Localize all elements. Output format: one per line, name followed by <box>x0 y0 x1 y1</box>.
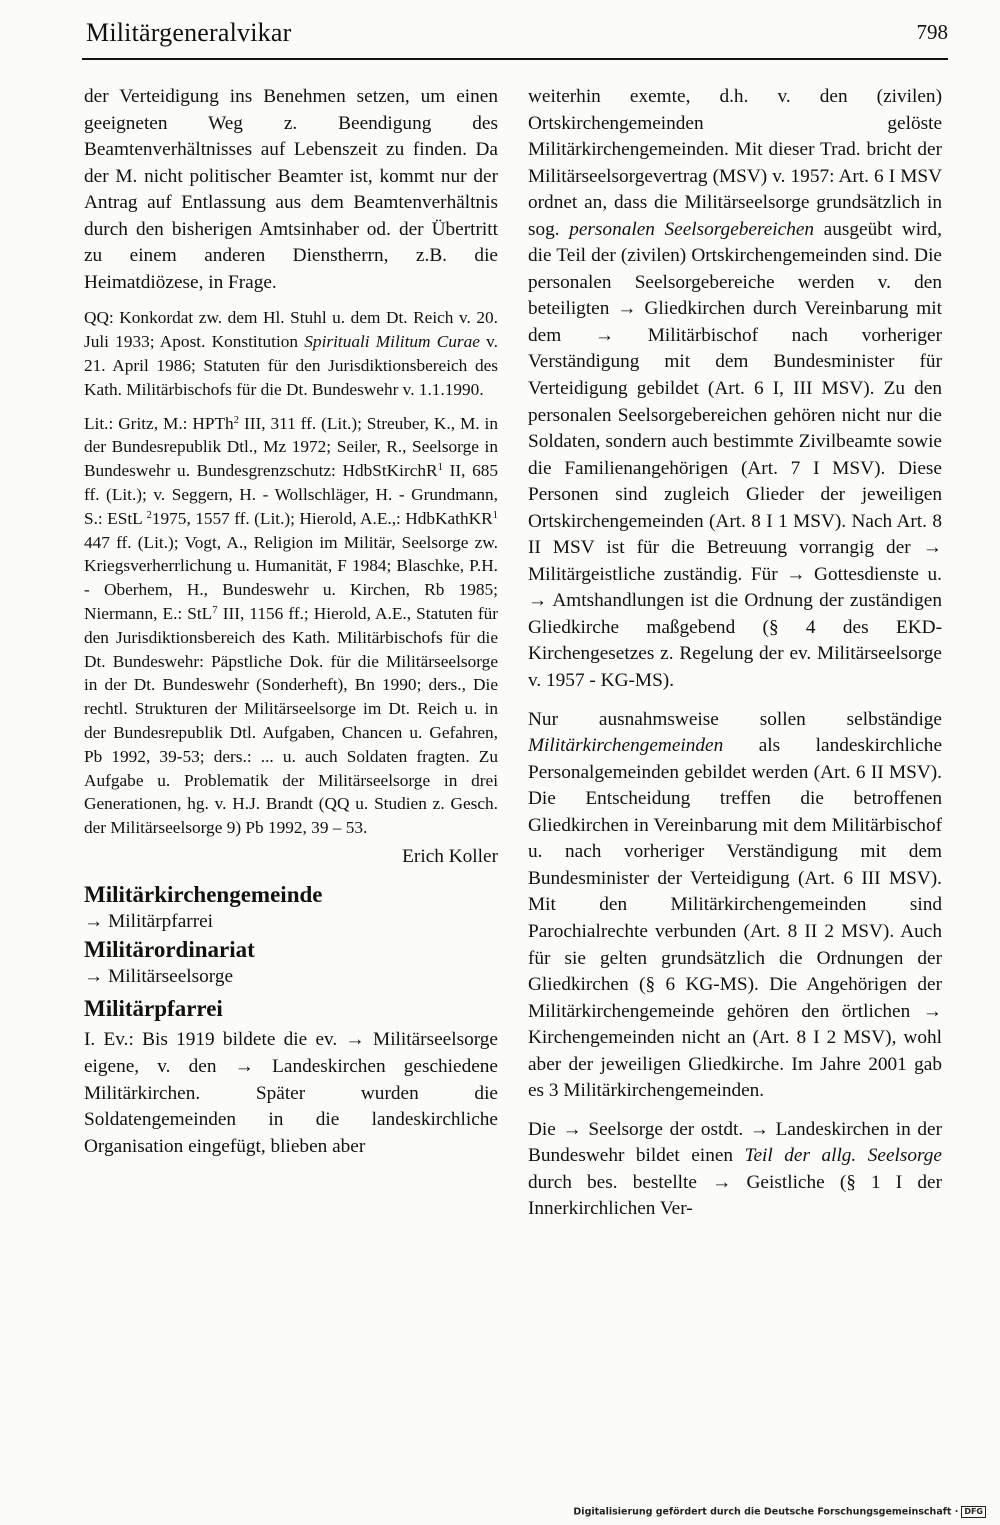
author-signature: Erich Koller <box>402 845 498 867</box>
running-header <box>82 18 948 60</box>
italic-term: personalen Seelsorgebereichen <box>569 218 815 240</box>
right-column <box>528 84 942 1223</box>
entry-title: Militärpfarrei <box>84 996 223 1022</box>
italic-term: Teil der allg. Seelsorge <box>744 1145 942 1167</box>
lit-text: Lit.: Gritz, M.: HPTh <box>84 413 234 433</box>
paragraph-text: weiterhin exemte, d.h. v. den (zivilen) Ortskirchengemeinden gelöste Militärkirchengemeinden. Mit dieser Trad. bricht der Militärseelsorgevertrag (MSV) v. 1957: Art. 6 I MSV ordnet an, dass die Militärseelsorge grundsätzlich in sog. <box>528 86 942 240</box>
lit-text: III, 311 ff. (Lit.); Streuber, K., M. in der Bundesrepublik Dtl., Mz 1972; Seiler, R., Seelsorge in Bundeswehr u. Bundesgrenzschutz: HdbStKirchR <box>84 413 498 481</box>
paragraph <box>528 84 942 695</box>
paragraph <box>528 1117 942 1223</box>
sources-paragraph <box>84 306 498 401</box>
lit-text: II, 685 ff. (Lit.); v. Seggern, H. - Wollschläger, H. - Grundmann, S.: EStL <box>84 461 498 528</box>
entry-title: Militärkirchengemeinde <box>84 882 323 908</box>
paragraph-text: durch bes. bestellte → Geistliche (§ 1 I der Innerkirchlichen Ver- <box>528 1171 942 1220</box>
cross-reference: → Militärseelsorge <box>84 966 234 988</box>
paragraph-text: Die → Seelsorge der ostdt. → Landeskirchen in der Bundeswehr bildet einen <box>528 1118 942 1167</box>
sources-rest: v. 21. April 1986; Statuten für den Jurisdiktionsbereich des Kath. Militärbischofs für die Dt. Bundeswehr v. 1.1.1990. <box>84 332 498 399</box>
digitization-credit <box>573 1506 986 1518</box>
paragraph-text: ausgeübt wird, die Teil der (zivilen) Ortskirchengemeinden sind. Die personalen Seelsorgebereiche werden v. den beteiligten → Gliedkirchen durch Vereinbarung mit dem → Militärbischof nach vorheriger Verständigung mit dem Bundesminister für Verteidigung gebildet (Art. 6 I, III MSV). Zu den personalen Seelsorgebereichen gehören nicht nur die Soldaten, sondern auch bestimmte Zivilbeamte sowie die Familienangehörigen (Art. 7 I MSV). Diese Personen sind zugleich Glieder der jeweiligen Ortskirchengemeinden (Art. 8 I 1 MSV). Nach Art. 8 II MSV ist für die Betreuung vorrangig der → Militärgeistliche zuständig. Für → Gottesdienste u. → Amtshandlungen ist die Ordnung der zuständigen Gliedkirche maßgebend (§ 4 des EKD-Kirchengesetzes z. Regelung der ev. Militärseelsorge v. 1957 - KG-MS). <box>528 218 942 692</box>
sources-title: Spirituali Militum Curae <box>304 332 480 352</box>
lit-superscript: 7 <box>212 604 218 617</box>
lit-text: III, 1156 ff.; Hierold, A.E., Statuten für den Jurisdiktionsbereich des Kath. Militärbischofs für die Dt. Bundeswehr: Päpstliche Dok. für die Militärseelsorge in der Dt. Bundeswehr (Sonderheft), Bn 1990; ders., Die rechtl. Strukturen der Militärseelsorge im Dt. Reich u. in der Bundesrepublik Dtl. Aufgaben, Chancen u. Gefahren, Pb 1992, 39-53; ders.: ... u. auch Soldaten fragten. Zu Aufgabe u. Problematik der Militärseelsorge in drei Generationen, hg. v. H.J. Brandt (QQ u. Studien z. Gesch. der Militärseelsorge 9) Pb 1992, 39 – 53. <box>84 603 498 838</box>
cross-reference: → Militärpfarrei <box>84 911 214 933</box>
paragraph: I. Ev.: Bis 1919 bildete die ev. → Militärseelsorge eigene, v. den → Landeskirchen geschiedene Militärkirchen. Später wurden die Soldatengemeinden in die landeskirchliche Organisation eingefügt, blieben aber <box>84 1029 498 1157</box>
left-column <box>84 84 498 1160</box>
lit-text: 447 ff. (Lit.); Vogt, A., Religion im Militär, Seelsorge zw. Kriegsverherrlichung u. Humanität, F 1984; Blaschke, P.H. - Oberhem, H., Bundeswehr u. Kirchen, Rb 1985; Niermann, E.: StL <box>84 532 498 623</box>
lit-text: 1975, 1557 ff. (Lit.); Hierold, A.E.,: HdbKathKR <box>151 508 493 528</box>
sources-lead: QQ: Konkordat zw. dem Hl. Stuhl u. dem Dt. Reich v. 20. Juli 1933; Apost. Konstitution <box>84 308 498 352</box>
paragraph-text: Nur ausnahmsweise sollen selbständige <box>528 708 942 730</box>
lit-superscript: 2 <box>233 413 240 426</box>
credit-text: Digitalisierung gefördert durch die Deutsche Forschungsgemeinschaft · <box>573 1506 959 1518</box>
italic-term: Militärkirchengemeinden <box>528 735 724 757</box>
lit-superscript: 1 <box>437 461 443 474</box>
literature-paragraph <box>84 412 498 840</box>
lit-superscript: 1 <box>492 508 498 521</box>
paragraph: der Verteidigung ins Benehmen setzen, um einen geeigneten Weg z. Beendigung des Beamtenverhältnisses auf Lebenszeit zu finden. Da der M. nicht politischer Beamter ist, kommt nur der Antrag auf Entlassung aus dem Beamtenverhältnis durch den bisherigen Amtsinhaber od. der Übertritt zu einem anderen Dienstherrn, z.B. die Heimatdiözese, in Frage. <box>84 86 498 293</box>
dfg-logo: DFG <box>961 1506 986 1518</box>
lit-superscript: 2 <box>146 508 152 521</box>
paragraph <box>528 707 942 1105</box>
entry-title: Militärordinariat <box>84 937 255 963</box>
running-title: Militärgeneralvikar <box>86 18 292 47</box>
page-number: 798 <box>916 20 948 44</box>
paragraph-text: als landeskirchliche Personalgemeinden gebildet werden (Art. 6 II MSV). Die Entscheidung treffen die betroffenen Gliedkirchen in Vereinbarung mit dem Militärbischof u. nach vorheriger Verständigung mit dem Bundesminister der Verteidigung (Art. 6 III MSV). Mit den Militärkirchengemeinden sind Parochialrechte verbunden (Art. 8 II 2 MSV). Auch für sie gelten grundsätzlich die Ordnungen der Gliedkirchen (§ 6 KG-MS). Die Angehörigen der Militärkirchengemeinde gehören den örtlichen → Kirchengemeinden nicht an (Art. 8 I 2 MSV), wohl aber der jeweiligen Gliedkirche. Im Jahre 2001 gab es 3 Militärkirchengemeinden. <box>528 735 942 1102</box>
